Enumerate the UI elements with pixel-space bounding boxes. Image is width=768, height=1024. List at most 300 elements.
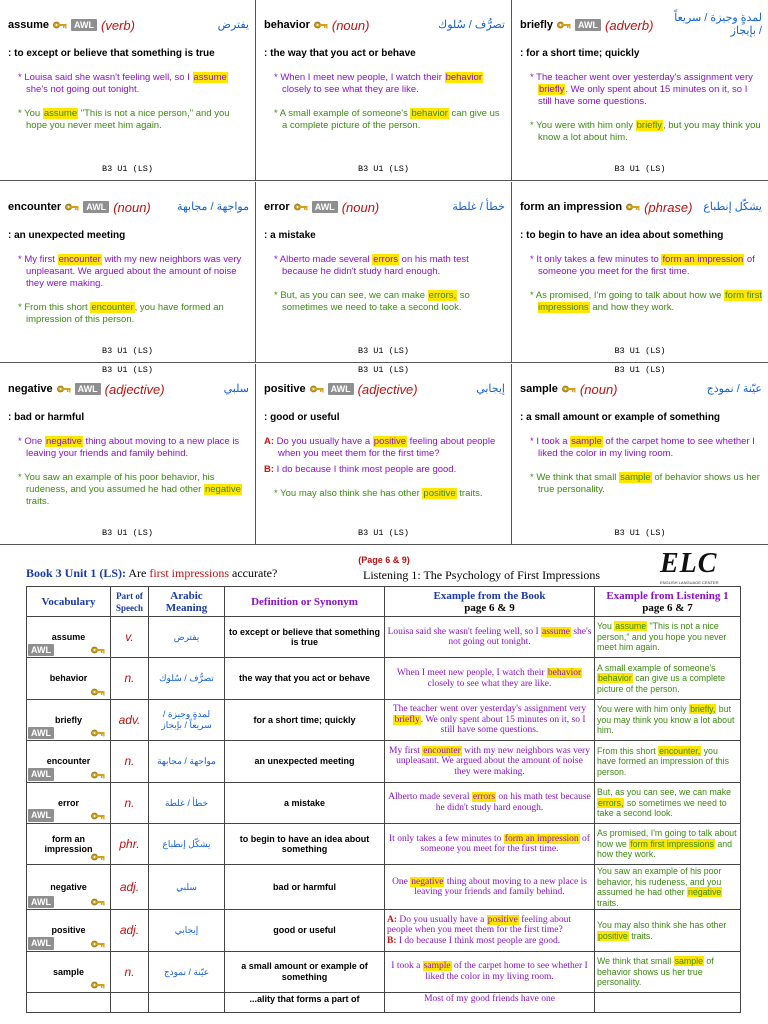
vocab-word: positive [51,925,86,936]
book-example [264,72,505,96]
awl-badge: AWL [71,19,97,31]
part-of-speech-cell: n. [111,741,149,782]
card-footer: B3 U1 (LS) [357,528,409,538]
partial-cell [27,993,111,1013]
speaker-a-label: A: [387,914,400,925]
part-of-speech-cell: n. [111,658,149,699]
sentence-text: * The teacher went over yesterday's assignment very [530,72,753,83]
sentence-text: * From this short [18,302,91,313]
table-row [27,617,741,658]
flashcard [256,182,512,363]
sentence-text: * You may also think she has other [274,488,423,499]
sentence-text: thing about moving to a new place is leaving your friends and family behind. [414,876,587,898]
sentence-text: feeling about people when you meet them for the first time? [278,436,496,459]
sentence-text: * You [18,108,43,119]
definition-cell: to except or believe that something is true [225,617,385,658]
card-footer: B3 U1 (LS) [357,164,409,174]
highlighted-word: form an impression [662,254,744,265]
key-icon [557,20,571,30]
arabic-cell: يفترض [149,617,225,658]
awl-badge: AWL [28,727,54,740]
sentence-text: * But, as you can see, we can make [274,290,428,301]
sentence-text: on his math test because he didn't study hard enough. [435,792,591,813]
key-icon [294,202,308,212]
sentence-text: A small example of someone's [597,662,716,673]
listening-example [8,472,249,508]
listening-example-cell [595,658,741,699]
part-of-speech: (noun) [579,381,618,397]
highlighted-word: encounter [58,254,101,265]
key-icon [91,980,105,990]
header-part-of-speech: Part of Speech [111,587,149,617]
listening-example [520,290,762,314]
card-footer: B3 U1 (LS) [101,528,153,538]
flashcard [0,182,256,363]
card-footer: B3 U1 (LS) [614,346,666,356]
highlighted-word: negative [411,876,444,887]
awl-badge: AWL [28,896,54,909]
awl-badge: AWL [312,201,338,213]
card-definition: : to begin to have an idea about something [520,230,724,241]
part-of-speech: (verb) [100,17,135,33]
highlighted-word: assume [542,626,570,637]
highlighted-word: behavior [411,108,448,119]
header-vocabulary: Vocabulary [27,587,111,617]
partial-cell [595,993,741,1013]
key-icon [626,202,640,212]
listening-example [8,302,249,326]
part-of-speech-cell: adj. [111,910,149,951]
definition-cell: a small amount or example of something [225,951,385,992]
sentence-text: The teacher went over yesterday's assignment very [392,704,587,715]
vocab-word: briefly [54,714,82,725]
listening-example [520,472,762,496]
listening-example-cell [595,865,741,910]
book-example [264,254,505,278]
sentence-text: * We think that small [530,472,620,483]
table-row [27,699,741,740]
highlighted-word: form first impressions [538,290,762,313]
definition-cell: the way that you act or behave [225,658,385,699]
key-icon [310,384,324,394]
sentence-text: * One [18,436,45,447]
card-header [520,192,762,222]
highlighted-word: briefly [636,120,662,131]
vocab-word: form an impression [44,833,93,855]
sentence-text: * You were with him only [530,120,636,131]
sentence-text: From this short [597,745,659,756]
header-example-book: Example from the Book page 6 & 9 [385,587,595,617]
arabic-cell: يشكّل إنطباع [149,823,225,864]
highlighted-word: errors [373,254,399,265]
book-example [520,254,762,278]
sentence-text: . We only spent about 15 minutes on it, so I still have some questions. [538,84,748,107]
highlighted-word: sample [571,436,602,447]
sentence-text: of the carpet home to see whether I liked the color in my living room. [425,961,588,982]
card-footer: B3 U1 (LS) [101,164,153,174]
highlighted-word: positive [423,488,456,499]
sentence-text: can give us a complete picture of the person. [282,108,500,131]
sentence-text: Louisa said she wasn't feeling well, so I [387,626,541,637]
card-footer: B3 U1 (LS) [614,164,666,174]
definition-cell: for a short time; quickly [225,699,385,740]
vocab-cell [27,910,111,951]
sentence-text: You [597,621,615,632]
arabic-meaning: سلبي [223,382,249,395]
awl-badge: AWL [575,19,601,31]
sentence-text: One [392,876,411,887]
definition-cell: a mistake [225,782,385,823]
arabic-meaning: عيّنة / نموذج [706,382,762,395]
arabic-cell: خطأ / غلطة [149,782,225,823]
logo-subtitle: ENGLISH LANGUAGE CENTER [660,580,719,585]
sentence-text: We think that small [597,956,674,967]
highlighted-word: sample [620,472,651,483]
book-example-cell [385,782,595,823]
part-of-speech-cell: n. [111,951,149,992]
sentence-text: But, as you can see, we can make [597,787,731,797]
flashcard [256,0,512,181]
book-example [8,254,249,290]
header-arabic-meaning: Arabic Meaning [149,587,225,617]
highlighted-word: assume [615,621,647,632]
listening-example-cell [595,617,741,658]
vocab-word: behavior [49,673,88,684]
key-icon [53,20,67,30]
table-row [27,951,741,992]
sentence-text: "This is not a nice person," and you hope you never meet him again. [26,108,230,131]
sentence-text: You were with him only [597,704,690,715]
sentence-text: of someone you meet for the first time. [538,254,755,277]
table-row [27,658,741,699]
card-word: error [264,201,290,213]
sentence-text: closely to see what they are like. [427,678,552,689]
sentence-text: * As promised, I'm going to talk about how we [530,290,725,301]
part-of-speech-cell: v. [111,617,149,658]
key-icon [91,770,105,780]
partial-cell: Most of my good friends have one [385,993,595,1013]
arabic-cell: تصرُّف / سُلوك [149,658,225,699]
vocab-cell [27,865,111,910]
arabic-cell: لمدةٍ وجيزة / سريعاً / بإيجاز [149,699,225,740]
book-example [8,436,249,460]
highlighted-word: assume [43,108,78,119]
book-unit-label: Book 3 Unit 1 (LS): [26,566,127,580]
vocab-cell [27,658,111,699]
sentence-text: but you may think you know a lot about him. [597,704,735,736]
highlighted-word: errors, [598,797,624,808]
sentence-text: * When I meet new people, I watch their [274,72,445,83]
vocab-cell [27,617,111,658]
part-of-speech: (adjective) [357,381,418,397]
card-definition: : a mistake [264,230,316,241]
highlighted-word: positive [598,930,628,941]
highlighted-word: briefly [539,84,565,95]
sentence-text: , but you may think you know a lot about him. [538,120,761,143]
vocab-cell [27,823,111,864]
listening-example-cell [595,951,741,992]
arabic-meaning: إيجابي [476,382,505,395]
card-footer: B3 U1 (LS) [357,346,409,356]
flashcard [512,182,768,363]
sentence-text: , you have formed an impression of this person. [26,302,224,325]
vocab-word: sample [52,966,85,977]
card-header [264,192,505,222]
awl-badge: AWL [28,809,54,822]
key-icon [91,728,105,738]
arabic-cell: إيجابي [149,910,225,951]
listening-example [264,290,505,314]
key-icon [91,852,105,862]
dialogue-a [387,915,592,936]
highlighted-word: sample [423,961,451,972]
highlighted-word: negative [687,887,722,898]
listening-example-cell [595,823,741,864]
card-footer: B3 U1 (LS) [101,346,153,356]
part-of-speech: (noun) [331,17,370,33]
speaker-b-label: B: [264,464,277,475]
sentence-text: so sometimes we need to take a second look. [282,290,470,313]
sentence-text: * Louisa said she wasn't feeling well, so I [18,72,193,83]
sentence-text: It only takes a few minutes to [389,833,504,844]
card-footer-top: B3 U1 (LS) [357,365,409,375]
listening-example [264,488,505,500]
vocab-cell [27,741,111,782]
listening-example-cell [595,699,741,740]
highlighted-word: errors, [428,290,457,301]
card-header [520,374,762,404]
book-example-cell [385,823,595,864]
highlighted-word: positive [373,436,407,447]
highlighted-word: errors [472,792,496,803]
sentence-text: with my new neighbors was very unpleasant. We argued about the amount of noise they were making. [26,254,242,289]
book-example-cell [385,865,595,910]
highlighted-word: negative [204,484,241,495]
card-footer-top: B3 U1 (LS) [101,365,153,375]
arabic-meaning: لمدةٍ وجيزة / سريعاً / بإيجاز [674,12,762,37]
sentence-text: Alberto made several [388,792,472,803]
highlighted-word: negative [45,436,82,447]
arabic-meaning: مواجهة / مجابهة [177,200,249,213]
listening-title: Listening 1: The Psychology of First Impressions [363,568,601,582]
speaker-a-label: A: [264,436,277,447]
unit-title: Book 3 Unit 1 (LS): Are first impressions accurate? Listening 1: The Psychology of First Impressions [26,566,601,582]
sentence-text: of the carpet home to see whether I liked the color in my living room. [538,436,755,459]
book-example-cell [385,741,595,782]
sentence-text: As promised, I'm going to talk about how we [597,828,737,849]
sentence-text: and how they work. [597,838,732,860]
book-example-cell [385,951,595,992]
card-word: form an impression [520,201,623,213]
card-word: behavior [264,19,310,31]
sentence-text: traits. [26,496,50,507]
card-header [264,374,505,404]
sentence-text: traits. [597,897,619,908]
card-header [264,10,505,40]
table-row [27,910,741,951]
sentence-text: she's not going out tonight. [448,626,592,648]
sentence-text: feeling about people when you meet them for the first time? [387,914,572,936]
partial-cell [111,993,149,1013]
sentence-text: on his math test because he didn't study hard enough. [282,254,469,277]
highlighted-word: positive [487,914,518,925]
awl-badge: AWL [75,383,101,395]
dialogue-example [264,436,505,460]
vocab-cell [27,782,111,823]
highlighted-word: behavior [445,72,483,83]
card-definition: : good or useful [264,412,340,423]
arabic-meaning: يفترض [217,18,249,31]
sentence-text: "This is not a nice person," and you hope you never meet him again. [597,621,727,653]
vocab-word: encounter [46,756,91,767]
sentence-text: you have formed an impression of this person. [597,745,730,777]
listening-example-cell [595,782,741,823]
sentence-text: can give us a complete picture of the person. [597,673,726,694]
key-icon [91,811,105,821]
card-word: assume [8,19,49,31]
sentence-text: closely to see what they are like. [282,84,419,95]
key-icon [91,939,105,949]
key-icon [91,897,105,907]
speaker-b-label: B: [387,935,399,946]
book-example [8,72,249,96]
highlighted-word: behavior [547,668,582,679]
highlighted-word: assume [193,72,227,83]
awl-badge: AWL [28,937,54,950]
vocabulary-table [26,586,741,1013]
card-header [520,10,762,40]
partial-cell: ...ality that forms a part of [225,993,385,1013]
awl-badge: AWL [328,383,354,395]
sentence-text: When I meet new people, I watch their [396,668,547,679]
card-word: briefly [520,19,554,31]
sentence-text: * I took a [530,436,571,447]
arabic-cell: مواجهة / مجابهة [149,741,225,782]
sentence-text: I took a [391,961,423,972]
logo-text: ELC [660,548,718,579]
arabic-meaning: يشكّل إنطباع [703,200,762,213]
book-example-cell [385,617,595,658]
sentence-text: You may also think she has other [597,920,727,931]
sentence-text: * It only takes a few minutes to [530,254,662,265]
highlighted-word: briefly [394,714,420,725]
part-of-speech: (phrase) [644,199,693,215]
arabic-cell: سلبي [149,865,225,910]
book-example [520,436,762,460]
arabic-cell: عيّنة / نموذج [149,951,225,992]
highlighted-word: form an impression [504,833,579,844]
sentence-text: Do you usually have a [276,436,373,447]
book-example-cell [385,658,595,699]
definition-cell: to begin to have an idea about something [225,823,385,864]
sentence-text: . We only spent about 15 minutes on it, so I still have some questions. [420,714,586,736]
card-word: encounter [8,201,62,213]
awl-badge: AWL [28,768,54,781]
listening-example [264,108,505,132]
sentence-text: of behavior shows us her true personality. [597,956,714,988]
card-definition: : the way that you act or behave [264,48,416,59]
vocab-word: assume [51,631,86,642]
key-icon [314,20,328,30]
definition-cell: bad or harmful [225,865,385,910]
speaker-b-text: I do because I think most people are good. [398,935,561,946]
part-of-speech: (noun) [341,199,380,215]
table-row [27,823,741,864]
sentence-text: traits. [628,930,653,941]
card-definition: : to except or believe that something is true [8,48,215,59]
card-footer: B3 U1 (LS) [614,528,666,538]
card-word: negative [8,383,53,395]
card-word: sample [520,383,558,395]
vocab-cell [27,699,111,740]
card-definition: : a small amount or example of something [520,412,721,423]
sentence-text: she's not going out tonight. [26,84,140,95]
listening-example [8,108,249,132]
part-of-speech: (adjective) [104,381,165,397]
sentence-text: * You saw an example of his poor behavior, his rudeness, and you assumed he had other [18,472,215,495]
dialogue-example-b [264,464,505,476]
elc-logo [660,548,730,586]
sentence-text: * Alberto made several [274,254,373,265]
header-example-listening: Example from Listening 1 page 6 & 7 [595,587,741,617]
card-header [8,10,249,40]
vocab-word: negative [50,882,87,893]
highlighted-word: sample [674,956,703,967]
definition-cell: good or useful [225,910,385,951]
card-word: positive [264,383,306,395]
sentence-text: * A small example of someone's [274,108,411,119]
partial-cell [149,993,225,1013]
card-definition: : bad or harmful [8,412,85,423]
part-of-speech: (adverb) [605,17,654,33]
title-highlight: first impressions [149,566,230,580]
highlighted-word: briefly, [690,704,716,715]
arabic-meaning: تصرُّف / سُلوك [438,18,505,31]
highlighted-word: encounter [423,745,461,756]
speaker-b-text: I do because I think most people are good. [276,464,457,475]
table-row [27,741,741,782]
page-reference: (Page 6 & 9) [358,555,410,565]
card-definition: : an unexpected meeting [8,230,126,241]
key-icon [562,384,576,394]
book-example-cell [385,699,595,740]
flashcard [0,364,256,545]
card-footer-top: B3 U1 (LS) [614,365,666,375]
header-definition: Definition or Synonym [225,587,385,617]
listening-example [520,120,762,144]
key-icon [57,384,71,394]
part-of-speech: (noun) [113,199,151,215]
table-row-partial [27,993,741,1013]
part-of-speech-cell: n. [111,782,149,823]
highlighted-word: behavior [598,673,632,684]
sentence-text: with my new neighbors was very unpleasant. We argued about the amount of noise they were making. [396,745,590,777]
awl-badge: AWL [28,644,54,657]
sentence-text: My first [389,745,423,756]
highlighted-word: form first impressions [630,838,714,849]
listening-example-cell [595,741,741,782]
vocab-cell [27,951,111,992]
key-icon [65,202,79,212]
table-row [27,782,741,823]
card-header [8,192,249,222]
flashcard [0,0,256,181]
highlighted-word: encounter, [659,745,701,756]
part-of-speech-cell: adj. [111,865,149,910]
listening-example-cell [595,910,741,951]
flashcard [512,364,768,545]
card-header [8,374,249,404]
